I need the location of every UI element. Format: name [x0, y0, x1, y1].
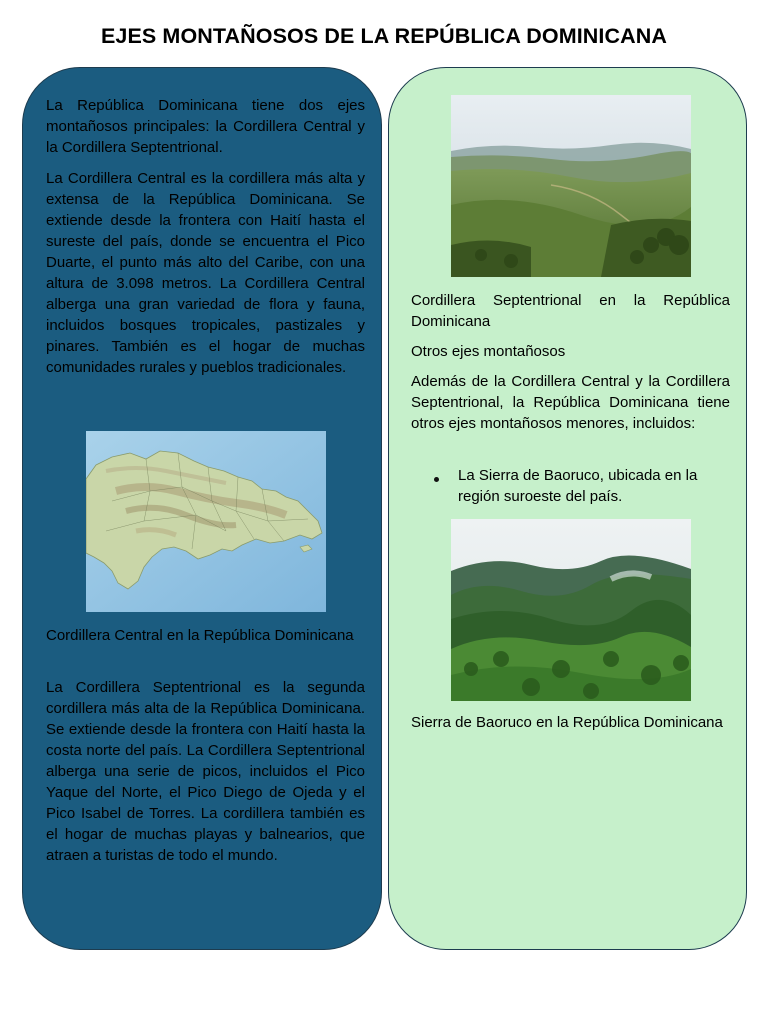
bullet-icon — [434, 477, 439, 482]
baoruco-caption: Sierra de Baoruco en la República Dominicana — [411, 714, 723, 731]
septentrional-photo — [451, 95, 691, 277]
others-heading: Otros ejes montañosos — [411, 343, 566, 360]
cordillera-central-paragraph: La Cordillera Central es la cordillera más alta y extensa de la República Dominicana. Se extiende desde la frontera con Haití hasta el sureste del país, donde se encuentra el Pico Duarte, el punto más alto del Caribe, con una altura de 3.098 metros. La Cordillera Central alberga una gran variedad de flora y fauna, incluidos bosques tropicales, pastizales y pinares. También es el hogar de muchas comunidades rurales y pueblos tradicionales. — [46, 170, 365, 376]
map-image — [86, 431, 326, 612]
bullet-item-baoruco: La Sierra de Baoruco, ubicada en la región suroeste del país. — [458, 467, 698, 505]
others-paragraph: Además de la Cordillera Central y la Cordillera Septentrional, la República Dominicana tiene otros ejes montañosos menores, incluidos: — [411, 373, 730, 432]
baoruco-photo — [451, 519, 691, 701]
septentrional-caption: Cordillera Septentrional en la República Dominicana — [411, 292, 730, 330]
page-title: EJES MONTAÑOSOS DE LA REPÚBLICA DOMINICANA — [100, 24, 667, 48]
map-caption: Cordillera Central en la República Dominicana — [46, 627, 354, 644]
intro-paragraph: La República Dominicana tiene dos ejes montañosos principales: la Cordillera Central y la Cordillera Septentrional. — [46, 97, 365, 156]
cordillera-septentrional-paragraph: La Cordillera Septentrional es la segunda cordillera más alta de la República Dominicana. Se extiende desde la frontera con Haití hasta la costa norte del país. La Cordillera Septentrional alberga una serie de picos, incluidos el Pico Yaque del Norte, el Pico Diego de Ojeda y el Pico Isabel de Torres. La cordillera también es el hogar de muchas playas y balnearios, que atraen a turistas de todo el mundo. — [46, 679, 365, 864]
